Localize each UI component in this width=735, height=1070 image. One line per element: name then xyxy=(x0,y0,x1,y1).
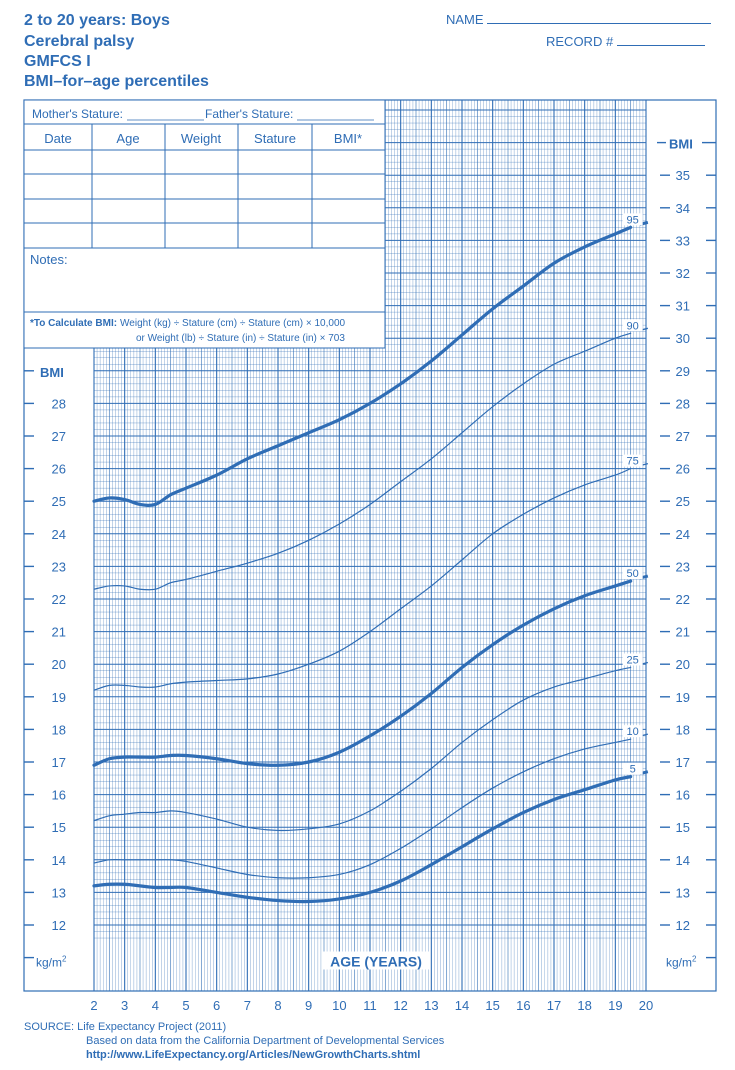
bmi-formula-metric: *To Calculate BMI: Weight (kg) ÷ Stature (cm) ÷ Stature (cm) × 10,000 xyxy=(30,318,346,329)
x-tick-label: 6 xyxy=(213,998,221,1013)
y-tick-label-right: 20 xyxy=(675,657,690,673)
y-tick-label-left: 19 xyxy=(51,689,66,705)
y-axis-title-right: BMI xyxy=(669,136,693,152)
x-tick-label: 19 xyxy=(608,998,623,1013)
col-date: Date xyxy=(44,131,72,146)
y-tick-label-right: 28 xyxy=(675,396,690,412)
mother-stature-label: Mother's Stature: xyxy=(32,107,123,121)
percentile-label-10: 10 xyxy=(626,726,639,739)
col-stature: Stature xyxy=(254,131,296,146)
y-tick-label-left: 26 xyxy=(51,461,66,477)
father-stature-label: Father's Stature: xyxy=(205,107,294,121)
percentile-label-95: 95 xyxy=(626,214,639,227)
title-condition: Cerebral palsy xyxy=(24,33,135,50)
percentile-label-75: 75 xyxy=(626,455,639,468)
source-url[interactable]: http://www.LifeExpectancy.org/Articles/NewGrowthCharts.shtml xyxy=(86,1049,421,1061)
col-weight: Weight xyxy=(180,131,222,146)
y-tick-label-right: 16 xyxy=(675,787,690,803)
x-tick-label: 16 xyxy=(516,998,531,1013)
x-tick-label: 17 xyxy=(546,998,562,1013)
y-tick-label-right: 18 xyxy=(675,722,690,738)
y-tick-label-left: 23 xyxy=(51,559,66,575)
x-tick-label: 3 xyxy=(121,998,129,1013)
x-axis-title: AGE (YEARS) xyxy=(330,953,422,970)
y-tick-label-right: 25 xyxy=(675,494,690,510)
y-tick-label-left: 13 xyxy=(51,885,66,901)
y-tick-label-left: 20 xyxy=(51,657,66,673)
y-tick-label-right: 35 xyxy=(675,168,690,184)
y-tick-label-right: 13 xyxy=(675,885,690,901)
x-tick-label: 13 xyxy=(424,998,439,1013)
y-axis-title-left: BMI xyxy=(40,364,64,380)
y-tick-label-left: 27 xyxy=(51,429,66,444)
y-tick-label-left: 17 xyxy=(51,755,66,770)
title-age-sex: 2 to 20 years: Boys xyxy=(24,12,170,29)
notes-label: Notes: xyxy=(30,252,68,267)
record-table[interactable] xyxy=(24,100,385,348)
percentile-label-50: 50 xyxy=(626,568,639,581)
x-tick-label: 14 xyxy=(454,998,470,1013)
y-tick-label-left: 25 xyxy=(51,494,66,510)
x-tick-label: 15 xyxy=(485,998,500,1013)
percentile-label-25: 25 xyxy=(626,654,639,667)
y-tick-label-right: 12 xyxy=(675,918,690,933)
y-tick-label-left: 21 xyxy=(51,624,66,640)
source-line-1: SOURCE: Life Expectancy Project (2011) xyxy=(24,1021,227,1033)
title-chart-name: BMI–for–age percentiles xyxy=(24,73,209,90)
col-bmi: BMI* xyxy=(333,131,363,146)
x-tick-label: 9 xyxy=(305,998,313,1013)
y-tick-label-right: 34 xyxy=(675,200,690,216)
y-tick-label-left: 14 xyxy=(51,852,66,868)
percentile-label-90: 90 xyxy=(626,320,639,333)
y-tick-label-left: 15 xyxy=(51,820,66,836)
y-tick-label-right: 30 xyxy=(675,331,690,347)
y-tick-label-right: 21 xyxy=(675,624,690,640)
y-tick-label-right: 29 xyxy=(675,363,690,379)
y-tick-label-right: 22 xyxy=(675,592,690,607)
x-tick-label: 11 xyxy=(363,998,377,1013)
y-tick-label-left: 12 xyxy=(51,918,66,933)
x-tick-label: 4 xyxy=(151,998,159,1013)
y-tick-label-right: 17 xyxy=(675,755,690,770)
y-tick-label-right: 15 xyxy=(675,820,690,836)
y-tick-label-left: 18 xyxy=(51,722,66,738)
y-tick-label-right: 31 xyxy=(675,298,690,314)
source-line-2: Based on data from the California Department of Developmental Services xyxy=(86,1035,445,1047)
y-tick-label-left: 28 xyxy=(51,396,66,412)
percentile-curve-50 xyxy=(94,581,631,765)
x-tick-label: 8 xyxy=(274,998,282,1013)
x-tick-label: 12 xyxy=(393,998,408,1013)
y-tick-label-right: 26 xyxy=(675,461,690,477)
y-tick-label-right: 19 xyxy=(675,689,690,705)
col-age: Age xyxy=(116,131,140,146)
y-tick-label-left: 24 xyxy=(51,526,66,542)
y-tick-label-left: 16 xyxy=(51,787,66,803)
percentile-curve-10 xyxy=(94,739,631,878)
x-tick-label: 18 xyxy=(577,998,592,1013)
y-tick-label-right: 24 xyxy=(675,526,690,542)
percentile-label-5: 5 xyxy=(629,763,636,776)
unit-label-right: $kg/m^2$ xyxy=(666,954,697,970)
percentile-curve-5 xyxy=(94,777,631,902)
x-tick-label: 10 xyxy=(332,998,347,1013)
name-label: NAME xyxy=(446,12,484,27)
y-tick-label-right: 32 xyxy=(675,266,690,281)
x-tick-label: 7 xyxy=(243,998,251,1013)
record-label: RECORD # xyxy=(546,34,614,49)
bmi-formula-imperial: or Weight (lb) ÷ Stature (in) ÷ Stature (in) × 703 xyxy=(136,333,345,344)
y-tick-label-right: 27 xyxy=(675,429,690,444)
y-tick-label-left: 22 xyxy=(51,592,66,607)
y-tick-label-right: 23 xyxy=(675,559,690,575)
unit-label-left: $kg/m^2$ xyxy=(36,954,67,970)
x-tick-label: 2 xyxy=(90,998,98,1013)
source-note xyxy=(24,1020,444,1062)
x-tick-label: 5 xyxy=(182,998,190,1013)
percentile-curve-90 xyxy=(94,333,631,590)
y-tick-label-right: 33 xyxy=(675,233,690,249)
y-tick-label-right: 14 xyxy=(675,852,690,868)
title-gmfcs-level: GMFCS I xyxy=(24,53,91,70)
x-tick-label: 20 xyxy=(638,998,654,1013)
